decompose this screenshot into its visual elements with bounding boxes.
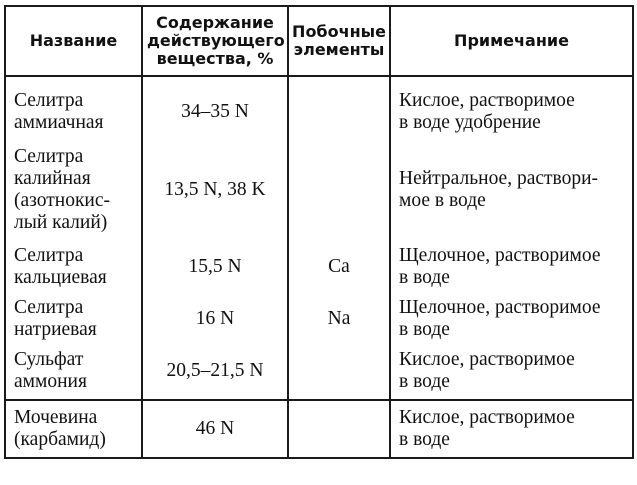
cell-extra bbox=[288, 343, 390, 400]
cell-note bbox=[390, 239, 633, 291]
name-line: лый калий) bbox=[14, 212, 108, 233]
header-extra-line1: Побочные bbox=[292, 22, 386, 41]
table-row bbox=[5, 343, 633, 400]
note-line: в воде удобрение bbox=[399, 112, 541, 133]
cell-extra bbox=[288, 76, 390, 137]
cell-name bbox=[5, 239, 142, 291]
header-content bbox=[142, 6, 288, 76]
table-body bbox=[5, 76, 633, 458]
note-line: Щелочное, растворимое bbox=[399, 297, 601, 318]
cell-amount: 15,5 N bbox=[142, 239, 288, 291]
name-line: калийная bbox=[14, 168, 91, 189]
note-line: Нейтральное, раствори- bbox=[399, 168, 599, 189]
name-line: (азотнокис- bbox=[14, 190, 110, 211]
header-content-line3: вещества, % bbox=[156, 49, 274, 68]
cell-name bbox=[5, 400, 142, 458]
note-line: в воде bbox=[399, 267, 450, 288]
header-name-text: Название bbox=[29, 31, 118, 50]
name-line: натриевая bbox=[14, 319, 97, 340]
note-line: в воде bbox=[399, 319, 450, 340]
header-extra bbox=[288, 6, 390, 76]
note-line: Кислое, растворимое bbox=[399, 90, 575, 111]
note-line: в воде bbox=[399, 429, 450, 450]
name-line: аммония bbox=[14, 371, 87, 392]
table-header bbox=[5, 6, 633, 76]
cell-extra: Na bbox=[288, 291, 390, 343]
name-line: Мочевина bbox=[14, 407, 98, 428]
note-line: Кислое, растворимое bbox=[399, 349, 575, 370]
name-line: Селитра bbox=[14, 245, 84, 266]
cell-name bbox=[5, 76, 142, 137]
header-note bbox=[390, 6, 633, 76]
header-row bbox=[5, 6, 633, 76]
name-line: Селитра bbox=[14, 90, 84, 111]
header-note-text: Примечание bbox=[454, 31, 569, 50]
name-line: Селитра bbox=[14, 146, 84, 167]
cell-extra bbox=[288, 400, 390, 458]
cell-extra bbox=[288, 137, 390, 239]
cell-note bbox=[390, 76, 633, 137]
cell-name bbox=[5, 291, 142, 343]
cell-note bbox=[390, 137, 633, 239]
note-line: в воде bbox=[399, 371, 450, 392]
header-name bbox=[5, 6, 142, 76]
note-line: Щелочное, растворимое bbox=[399, 245, 601, 266]
cell-name bbox=[5, 343, 142, 400]
header-content-line1: Содержание bbox=[156, 13, 274, 32]
table-row bbox=[5, 291, 633, 343]
fertilizer-table bbox=[4, 5, 634, 459]
cell-note bbox=[390, 400, 633, 458]
cell-amount: 20,5–21,5 N bbox=[142, 343, 288, 400]
note-line: Кислое, растворимое bbox=[399, 407, 575, 428]
cell-amount: 46 N bbox=[142, 400, 288, 458]
table-row bbox=[5, 137, 633, 239]
note-line: мое в воде bbox=[399, 190, 486, 211]
cell-note bbox=[390, 291, 633, 343]
table-row bbox=[5, 239, 633, 291]
cell-name bbox=[5, 137, 142, 239]
cell-amount: 34–35 N bbox=[142, 76, 288, 137]
cell-amount: 16 N bbox=[142, 291, 288, 343]
cell-note bbox=[390, 343, 633, 400]
name-line: кальциевая bbox=[14, 267, 107, 288]
name-line: Селитра bbox=[14, 297, 84, 318]
header-content-line2: действующего bbox=[147, 31, 285, 50]
header-extra-line2: элементы bbox=[293, 40, 385, 59]
table-row bbox=[5, 400, 633, 458]
cell-extra: Ca bbox=[288, 239, 390, 291]
name-line: (карбамид) bbox=[14, 429, 106, 450]
table-row bbox=[5, 76, 633, 137]
name-line: Сульфат bbox=[14, 349, 84, 370]
cell-amount: 13,5 N, 38 K bbox=[142, 137, 288, 239]
name-line: аммиачная bbox=[14, 112, 104, 133]
